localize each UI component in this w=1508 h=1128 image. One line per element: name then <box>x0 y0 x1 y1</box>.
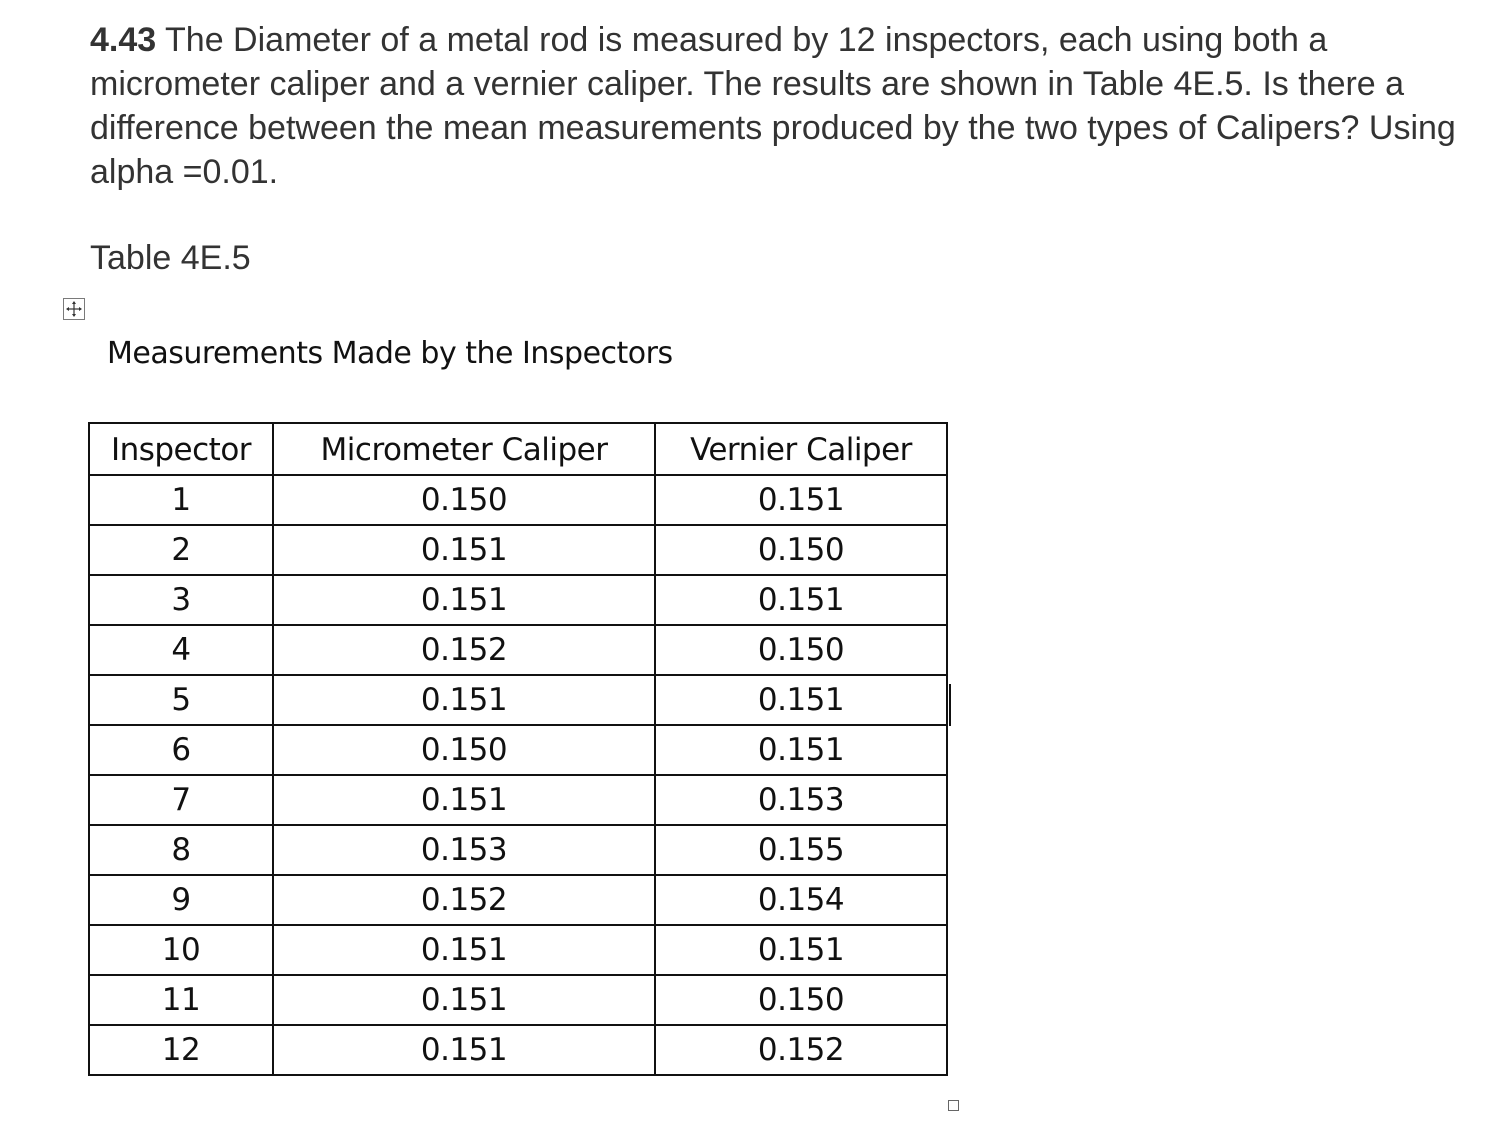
table-row <box>89 1025 947 1075</box>
cell-micrometer: 0.151 <box>273 925 655 975</box>
cell-micrometer: 0.152 <box>273 875 655 925</box>
table-row <box>89 525 947 575</box>
table-row <box>89 625 947 675</box>
cell-inspector: 6 <box>89 725 273 775</box>
cell-vernier: 0.153 <box>655 775 947 825</box>
table-row <box>89 675 947 725</box>
header-vernier-caliper: Vernier Caliper <box>655 423 947 475</box>
cell-vernier: 0.151 <box>655 925 947 975</box>
cell-vernier: 0.154 <box>655 875 947 925</box>
cell-vernier: 0.151 <box>655 675 947 725</box>
measurements-table <box>88 422 948 1076</box>
cell-inspector: 9 <box>89 875 273 925</box>
cell-inspector: 3 <box>89 575 273 625</box>
problem-number: 4.43 <box>90 21 157 59</box>
cell-micrometer: 0.151 <box>273 675 655 725</box>
cell-vernier: 0.151 <box>655 575 947 625</box>
cell-inspector: 4 <box>89 625 273 675</box>
cell-vernier: 0.150 <box>655 525 947 575</box>
resize-square-icon[interactable] <box>948 1100 959 1111</box>
cell-inspector: 7 <box>89 775 273 825</box>
table-row <box>89 725 947 775</box>
table-row <box>89 775 947 825</box>
problem-statement <box>90 18 1500 194</box>
cell-inspector: 1 <box>89 475 273 525</box>
cell-inspector: 12 <box>89 1025 273 1075</box>
cell-micrometer: 0.151 <box>273 525 655 575</box>
table-caption: Measurements Made by the Inspectors <box>107 336 673 371</box>
cell-vernier: 0.151 <box>655 725 947 775</box>
cell-micrometer: 0.151 <box>273 775 655 825</box>
cell-micrometer: 0.150 <box>273 725 655 775</box>
text-cursor <box>949 684 951 726</box>
table-row <box>89 975 947 1025</box>
cell-vernier: 0.150 <box>655 975 947 1025</box>
cell-inspector: 5 <box>89 675 273 725</box>
cell-vernier: 0.151 <box>655 475 947 525</box>
cell-inspector: 10 <box>89 925 273 975</box>
header-inspector: Inspector <box>89 423 273 475</box>
table-row <box>89 825 947 875</box>
table-header-row <box>89 423 947 475</box>
table-row <box>89 475 947 525</box>
move-arrows-icon[interactable] <box>63 298 85 320</box>
cell-vernier: 0.152 <box>655 1025 947 1075</box>
cell-micrometer: 0.153 <box>273 825 655 875</box>
cell-micrometer: 0.151 <box>273 1025 655 1075</box>
cell-vernier: 0.150 <box>655 625 947 675</box>
table-row <box>89 925 947 975</box>
cell-inspector: 2 <box>89 525 273 575</box>
cell-micrometer: 0.151 <box>273 575 655 625</box>
problem-text: The Diameter of a metal rod is measured by 12 inspectors, each using both a micrometer caliper and a vernier caliper. The results are shown in Table 4E.5. Is there a difference between the mean measurements produced by the two types of Calipers? Using alpha =0.01. <box>90 21 1456 191</box>
cell-vernier: 0.155 <box>655 825 947 875</box>
cell-inspector: 8 <box>89 825 273 875</box>
table-row <box>89 875 947 925</box>
cell-micrometer: 0.152 <box>273 625 655 675</box>
cell-inspector: 11 <box>89 975 273 1025</box>
header-micrometer-caliper: Micrometer Caliper <box>273 423 655 475</box>
cell-micrometer: 0.151 <box>273 975 655 1025</box>
table-row <box>89 575 947 625</box>
table-label: Table 4E.5 <box>90 239 251 277</box>
cell-micrometer: 0.150 <box>273 475 655 525</box>
